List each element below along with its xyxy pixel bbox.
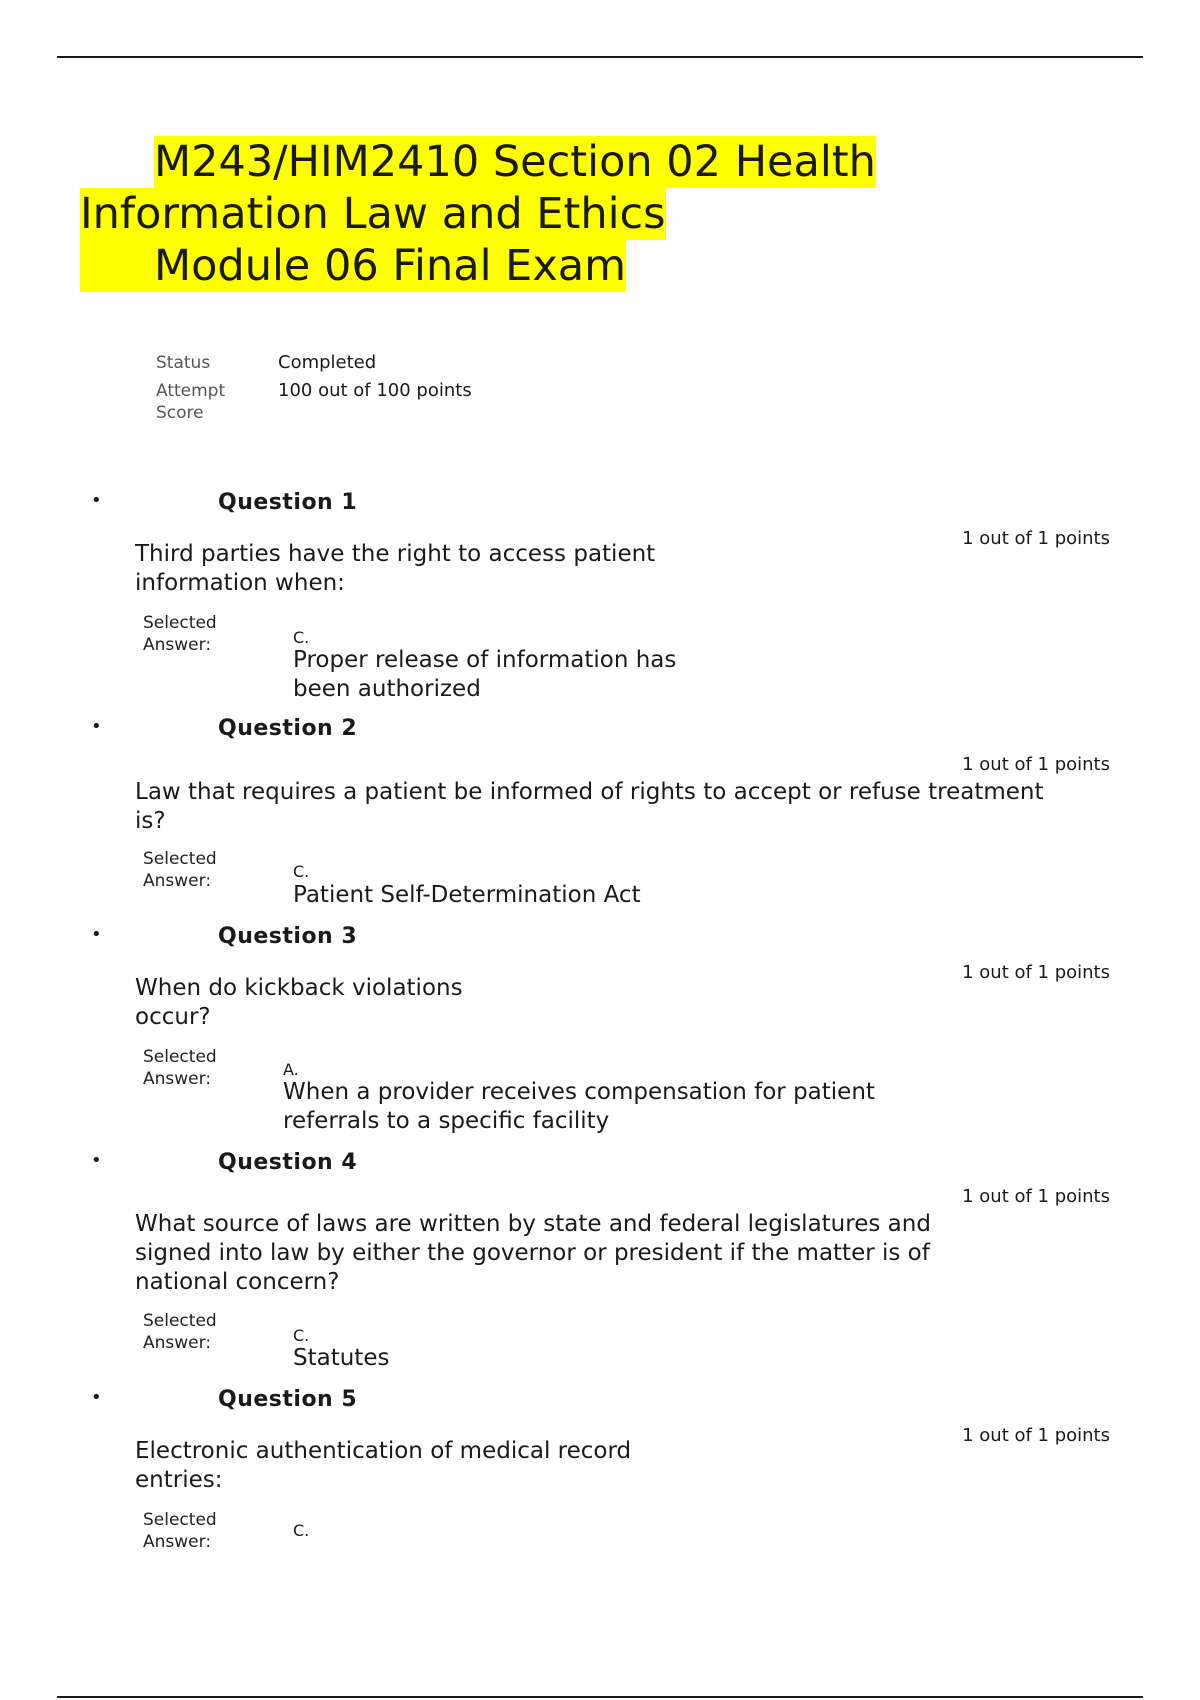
question-text-line: entries: [135,1467,223,1493]
top-rule [57,56,1143,58]
selected-answer-label [143,1509,217,1553]
selected-answer-label [143,1046,217,1090]
question-text-line: national concern? [135,1269,340,1295]
question-text [135,974,463,1032]
points-earned: 1 out of 1 points [962,1186,1110,1207]
score-label-line-2: Score [156,403,204,423]
score-label-line-1: Attempt [156,381,226,401]
answer-text-line: Statutes [293,1345,390,1371]
bullet: • [91,1150,102,1171]
bullet: • [91,924,102,945]
answer-text-line: Proper release of information has [293,647,677,673]
answer-letter: C. [293,1521,310,1540]
bullet: • [91,490,102,511]
selected-answer-label [143,848,217,892]
question-text [135,540,655,598]
selected-answer-label [143,612,217,656]
title-line-2: Information Law and Ethics [80,189,666,239]
bottom-rule [57,1696,1143,1698]
selected-label-line: Selected [143,1510,217,1530]
selected-answer-label [143,1310,217,1354]
attempt-summary [156,352,472,424]
status-value: Completed [278,352,377,373]
selected-label-line: Answer: [143,871,212,891]
answer-text [283,1078,875,1136]
question-text-line: signed into law by either the governor or president if the matter is of [135,1240,930,1266]
score-value: 100 out of 100 points [278,380,472,401]
selected-label-line: Answer: [143,1069,212,1089]
selected-label-line: Selected [143,849,217,869]
question-text-line: is? [135,808,166,834]
answer-letter: C. [293,862,310,881]
status-label: Status [156,353,211,373]
page-title [80,136,1040,292]
question-text [135,1210,931,1297]
question-text [135,1437,631,1495]
answer-text-line: When a provider receives compensation for patient [283,1079,875,1105]
question-title: Question 3 [218,924,358,949]
selected-label-line: Answer: [143,635,212,655]
answer-text-line: referrals to a specific facility [283,1108,610,1134]
selected-label-line: Selected [143,1047,217,1067]
status-row [156,352,472,374]
answer-letter: C. [293,1326,310,1345]
bullet: • [91,716,102,737]
question-title: Question 5 [218,1387,358,1412]
title-line-1: M243/HIM2410 Section 02 Health [154,137,876,187]
title-line-3: Module 06 Final Exam [80,240,626,292]
question-text-line: Electronic authentication of medical record [135,1438,632,1464]
answer-text [293,881,641,910]
question-text-line: Law that requires a patient be informed of rights to accept or refuse treatment [135,779,1044,805]
selected-label-line: Answer: [143,1532,212,1552]
selected-label-line: Selected [143,1311,217,1331]
selected-label-line: Answer: [143,1333,212,1353]
question-text [135,778,1044,836]
points-earned: 1 out of 1 points [962,1425,1110,1446]
score-label [156,380,278,424]
points-earned: 1 out of 1 points [962,528,1110,549]
points-earned: 1 out of 1 points [962,754,1110,775]
question-title: Question 1 [218,490,358,515]
question-text-line: Third parties have the right to access patient [135,541,656,567]
question-text-line: What source of laws are written by state and federal legislatures and [135,1211,931,1237]
answer-letter: C. [293,628,310,647]
answer-text [293,1344,389,1373]
question-text-line: information when: [135,570,345,596]
bullet: • [91,1387,102,1408]
answer-text-line: been authorized [293,676,481,702]
answer-text [293,646,676,704]
question-title: Question 4 [218,1150,358,1175]
answer-text-line: Patient Self-Determination Act [293,882,641,908]
points-earned: 1 out of 1 points [962,962,1110,983]
question-text-line: occur? [135,1004,211,1030]
score-row [156,380,472,424]
selected-label-line: Selected [143,613,217,633]
question-text-line: When do kickback violations [135,975,463,1001]
question-title: Question 2 [218,716,358,741]
answer-letter: A. [283,1060,299,1079]
